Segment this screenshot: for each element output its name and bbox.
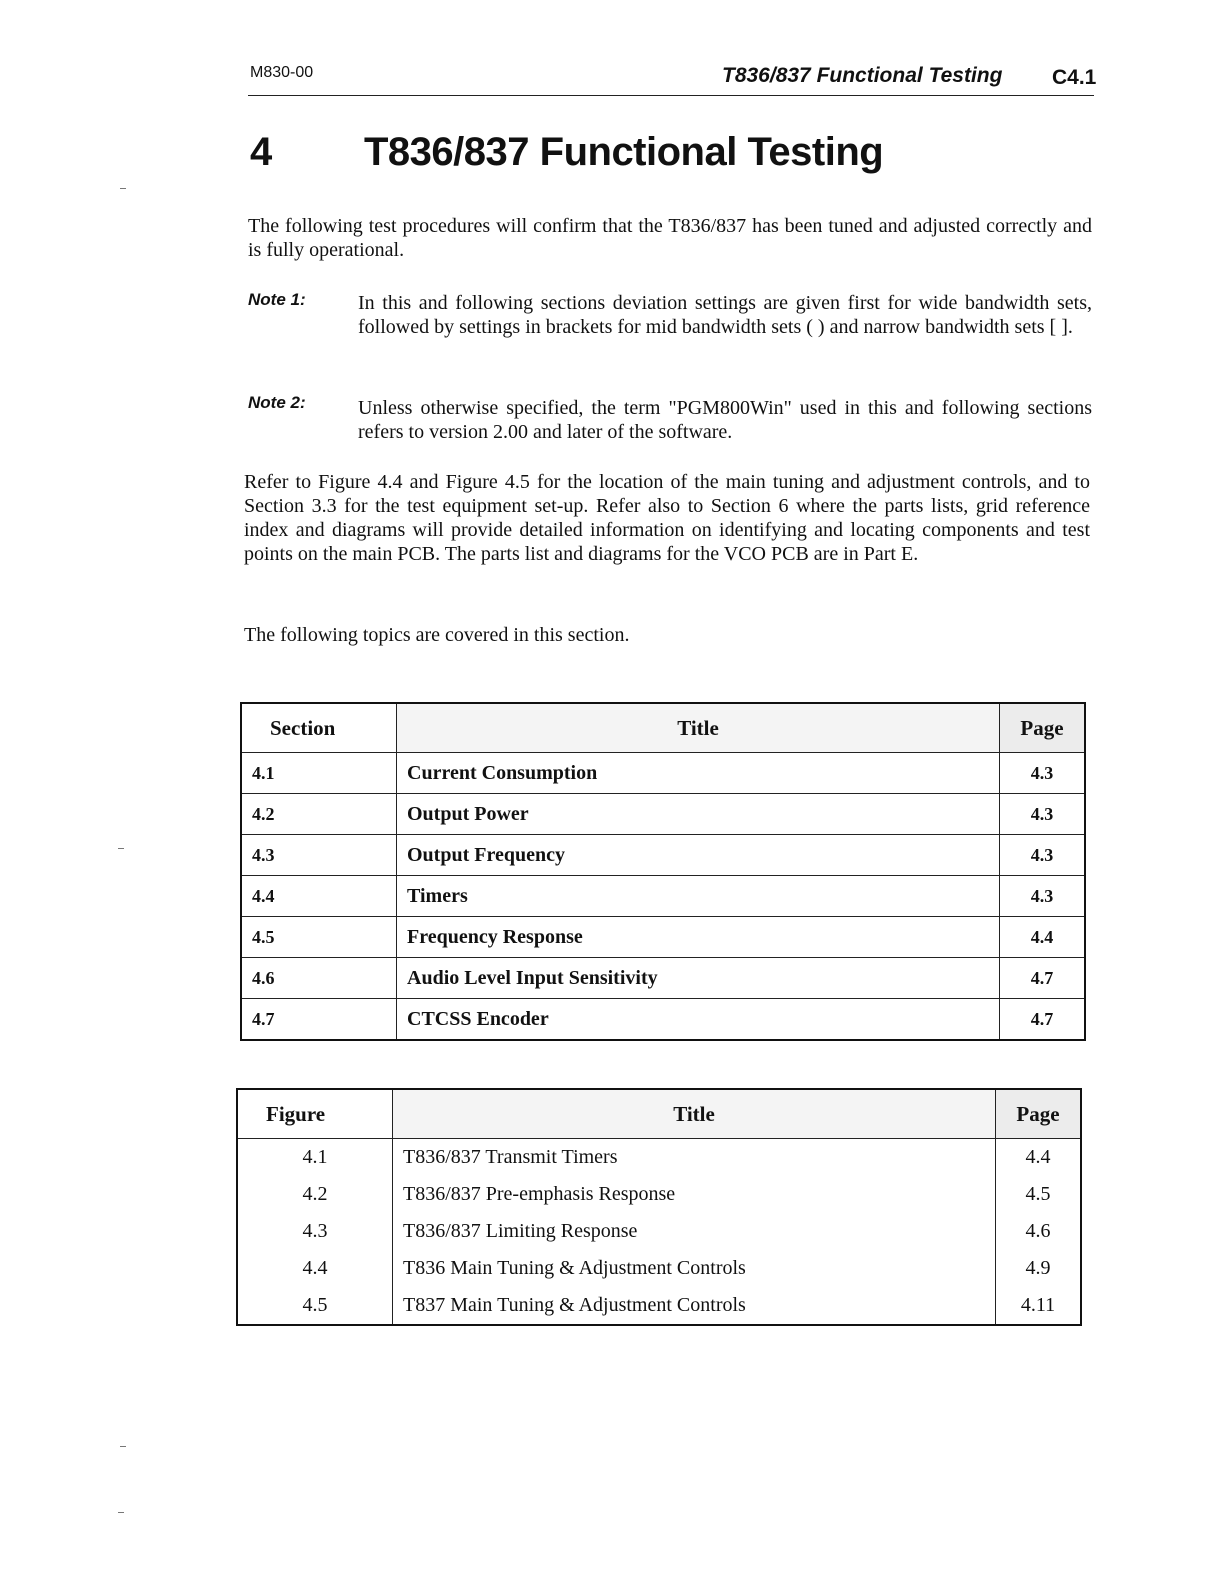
section-table xyxy=(240,702,1086,1041)
title-column-header: Title xyxy=(397,703,1000,753)
page-column-header: Page xyxy=(1000,703,1086,753)
chapter-number: 4 xyxy=(250,130,273,174)
topics-line: The following topics are covered in this section. xyxy=(244,624,630,646)
section-title: Audio Level Input Sensitivity xyxy=(397,958,1000,999)
page-number: C4.1 xyxy=(1052,66,1097,89)
figure-column-header: Figure xyxy=(237,1089,393,1139)
section-page: 4.4 xyxy=(1000,917,1086,958)
section-page: 4.3 xyxy=(1000,876,1086,917)
note-2-label: Note 2: xyxy=(248,393,306,412)
section-title: Output Power xyxy=(397,794,1000,835)
document-id: M830-00 xyxy=(250,64,314,81)
note-1-label: Note 1: xyxy=(248,290,306,309)
section-number: 4.3 xyxy=(241,835,397,876)
figure-title: T836/837 Pre-emphasis Response xyxy=(393,1176,996,1213)
figure-title: T836/837 Limiting Response xyxy=(393,1213,996,1250)
margin-mark xyxy=(118,1512,124,1513)
figure-title: T836/837 Transmit Timers xyxy=(393,1139,996,1177)
figure-table-header xyxy=(237,1089,1081,1139)
table-row xyxy=(241,999,1085,1041)
section-page: 4.3 xyxy=(1000,794,1086,835)
header-rule xyxy=(248,95,1094,96)
figure-number: 4.2 xyxy=(237,1176,393,1213)
intro-paragraph: The following test procedures will confirm that the T836/837 has been tuned and adjusted correctly and is fully operational. xyxy=(248,215,1092,261)
section-title: Current Consumption xyxy=(397,753,1000,794)
table-row xyxy=(241,753,1085,794)
section-number: 4.2 xyxy=(241,794,397,835)
title-column-header: Title xyxy=(393,1089,996,1139)
section-page: 4.3 xyxy=(1000,753,1086,794)
figure-title: T837 Main Tuning & Adjustment Controls xyxy=(393,1287,996,1325)
margin-mark xyxy=(120,188,126,189)
chapter-title: T836/837 Functional Testing xyxy=(364,130,884,174)
section-page: 4.7 xyxy=(1000,999,1086,1041)
page-column-header: Page xyxy=(996,1089,1082,1139)
table-row xyxy=(237,1250,1081,1287)
table-row xyxy=(241,917,1085,958)
note-1-text: In this and following sections deviation settings are given first for wide bandwidth sets, followed by settings in brackets for mid bandwidth sets ( ) and narrow bandwidth sets [ ]. xyxy=(358,292,1092,338)
table-row xyxy=(241,794,1085,835)
table-row xyxy=(237,1139,1081,1177)
note-2-text: Unless otherwise specified, the term "PGM800Win" used in this and following sections refers to version 2.00 and later of the software. xyxy=(358,397,1092,443)
figure-page: 4.9 xyxy=(996,1250,1082,1287)
figure-number: 4.3 xyxy=(237,1213,393,1250)
figure-page: 4.4 xyxy=(996,1139,1082,1177)
section-number: 4.5 xyxy=(241,917,397,958)
section-page: 4.7 xyxy=(1000,958,1086,999)
figure-table xyxy=(236,1088,1082,1326)
section-column-header: Section xyxy=(241,703,397,753)
section-page: 4.3 xyxy=(1000,835,1086,876)
refer-paragraph: Refer to Figure 4.4 and Figure 4.5 for the location of the main tuning and adjustment controls, and to Section 3.3 for the test equipment set-up. Refer also to Section 6 where the parts lists, grid reference index and diagrams will provide detailed information on identifying and locating components and test points on the main PCB. The parts list and diagrams for the VCO PCB are in Part E. xyxy=(244,471,1090,565)
figure-page: 4.6 xyxy=(996,1213,1082,1250)
section-title: CTCSS Encoder xyxy=(397,999,1000,1041)
margin-mark xyxy=(120,1446,126,1447)
table-row xyxy=(241,958,1085,999)
figure-number: 4.4 xyxy=(237,1250,393,1287)
figure-page: 4.11 xyxy=(996,1287,1082,1325)
figure-title: T836 Main Tuning & Adjustment Controls xyxy=(393,1250,996,1287)
section-number: 4.4 xyxy=(241,876,397,917)
table-row xyxy=(241,835,1085,876)
figure-number: 4.5 xyxy=(237,1287,393,1325)
table-row xyxy=(237,1176,1081,1213)
section-title: Frequency Response xyxy=(397,917,1000,958)
section-number: 4.1 xyxy=(241,753,397,794)
table-row xyxy=(241,876,1085,917)
section-number: 4.7 xyxy=(241,999,397,1041)
margin-mark xyxy=(118,848,124,849)
section-title: Timers xyxy=(397,876,1000,917)
section-title: Output Frequency xyxy=(397,835,1000,876)
figure-number: 4.1 xyxy=(237,1139,393,1177)
running-title: T836/837 Functional Testing xyxy=(722,64,1003,87)
figure-page: 4.5 xyxy=(996,1176,1082,1213)
table-row xyxy=(237,1213,1081,1250)
section-number: 4.6 xyxy=(241,958,397,999)
section-table-header xyxy=(241,703,1085,753)
table-row xyxy=(237,1287,1081,1325)
